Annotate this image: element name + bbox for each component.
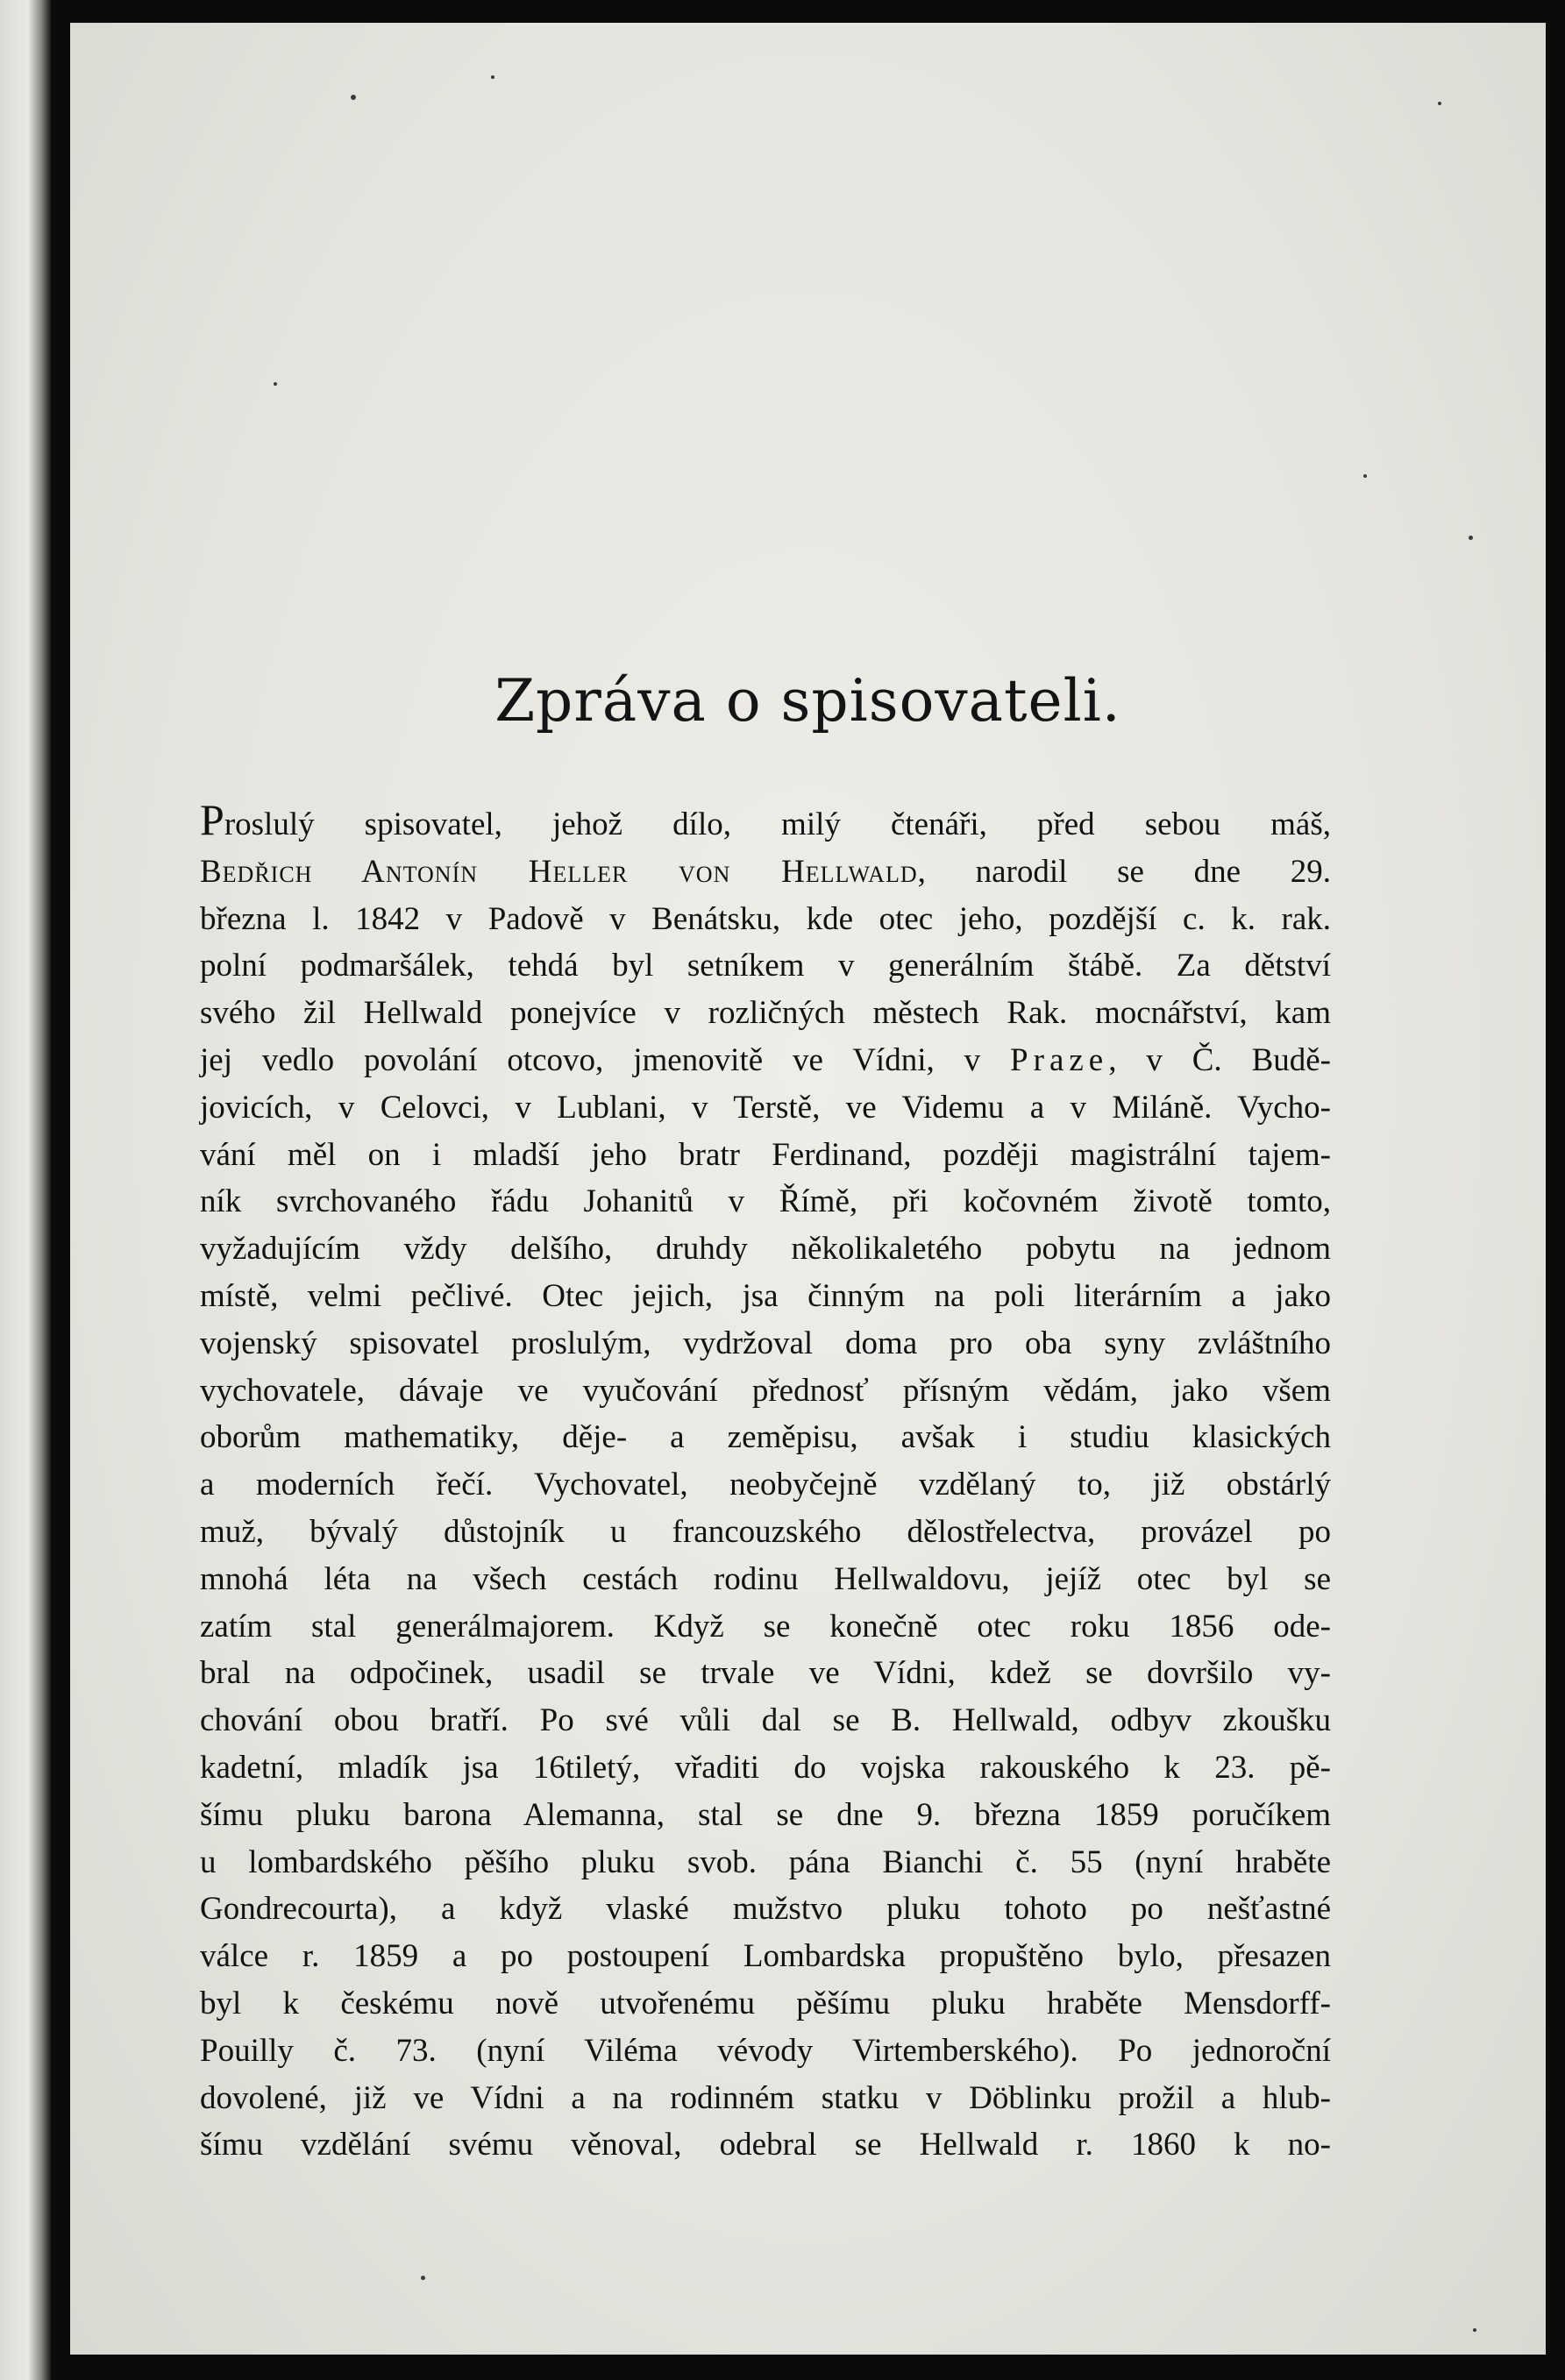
scan-speck [1473,2328,1476,2332]
text-line: zatím stal generálmajorem. Když se konečně otec roku 1856 ode- [200,1608,1331,1645]
initial-letter: P [200,795,224,844]
text-line: polní podmaršálek, tehdá byl setníkem v generálním štábě. Za dětství [200,948,1331,984]
text-line: dovolené, již ve Vídni a na rodinném statku v Döblinku prožil a hlub- [200,2079,1331,2116]
text-line: byl k českému nově utvořenému pěšímu pluku hraběte Mensdorff- [200,1985,1331,2021]
text-line: mnohá léta na všech cestách rodinu Hellwaldovu, jejíž otec byl se [200,1560,1331,1597]
text-line: jej vedlo povolání otcovo, jmenovitě ve Vídni, v Praze, v Č. Budě- [200,1041,1332,1078]
text-line: vyžadujícím vždy delšího, druhdy několikaletého pobytu na jednom [200,1231,1331,1268]
scan-speck [1469,536,1473,540]
text-line: vání měl on i mladší jeho bratr Ferdinand, později magistrální tajem- [200,1136,1331,1173]
text-line: Bedřich Antonín Heller von Hellwald, narodil se dne 29. [200,853,1331,890]
text-line: vychovatele, dávaje ve vyučování přednosť přísným vědám, jako všem [200,1372,1331,1409]
text-line: bral na odpočinek, usadil se trvale ve Vídni, kdež se dovršilo vy- [200,1655,1331,1692]
text-line: jovicích, v Celovci, v Lublani, v Terstě, ve Videmu a v Miláně. Vycho- [200,1089,1331,1126]
text-line: oborům mathematiky, děje- a zeměpisu, avšak i studiu klasických [200,1419,1331,1456]
scan-speck [1363,474,1367,478]
book-page [70,23,1546,2355]
text-line: vojenský spisovatel proslulým, vydržoval doma pro oba syny zvláštního [200,1325,1331,1361]
scan-speck [1438,102,1441,105]
text-line: místě, velmi pečlivé. Otec jejich, jsa činným na poli literárním a jako [200,1277,1331,1314]
spaced-word-praze: Praze [1010,1041,1109,1078]
text-line: u lombardského pěšího pluku svob. pána Bianchi č. 55 (nyní hraběte [200,1844,1331,1880]
text-line: a moderních řečí. Vychovatel, neobyčejně vzdělaný to, již obstárlý [200,1467,1331,1503]
text-line: Gondrecourta), a když vlaské mužstvo pluku tohoto po nešťastné [200,1891,1331,1928]
body-paragraph [200,795,1332,2169]
scan-speck [421,2276,425,2280]
text-line: kadetní, mladík jsa 16tiletý, vřaditi do vojska rakouského k 23. pě- [200,1749,1331,1786]
scan-speck [274,382,277,386]
text-line: ník svrchovaného řádu Johanitů v Římě, při kočovném životě tomto, [200,1183,1331,1220]
text-line: muž, bývalý důstojník u francouzského dělostřelectva, provázel po [200,1513,1331,1550]
text-line: svého žil Hellwald ponejvíce v rozličných městech Rak. mocnářství, kam [200,995,1331,1032]
text-line: válce r. 1859 a po postoupení Lombardska propuštěno bylo, přesazen [200,1938,1331,1975]
text-line: Pouilly č. 73. (nyní Viléma vévody Virtemberského). Po jednoroční [200,2032,1331,2069]
previous-page-edge [0,0,51,2380]
page-title: Zpráva o spisovateli. [494,667,1121,735]
text-line: šímu vzdělání svému věnoval, odebral se Hellwald r. 1860 k no- [200,2127,1331,2163]
text-line: března l. 1842 v Padově v Benátsku, kde otec jeho, pozdější c. k. rak. [200,900,1331,937]
scan-speck [491,75,494,79]
author-name: Bedřich Antonín Heller von Hellwald [200,853,918,890]
text-line: Proslulý spisovatel, jehož dílo, milý čtenáři, před sebou máš, [200,795,1331,844]
scan-speck [351,95,356,100]
text-line: chování obou bratří. Po své vůli dal se B. Hellwald, odbyv zkoušku [200,1702,1331,1739]
text-line: šímu pluku barona Alemanna, stal se dne 9. března 1859 poručíkem [200,1796,1331,1833]
